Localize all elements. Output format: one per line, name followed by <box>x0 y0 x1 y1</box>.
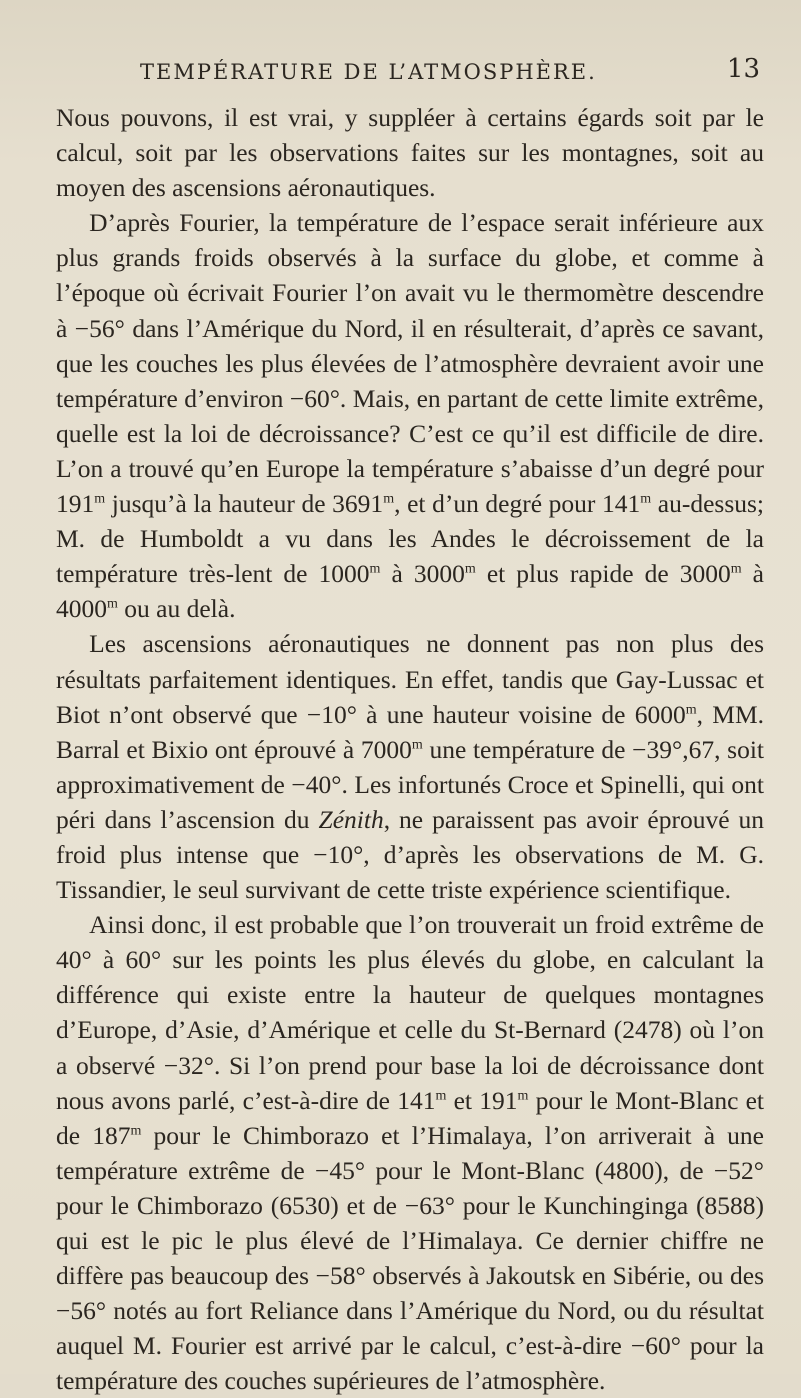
unit-superscript: m <box>730 561 742 577</box>
text-run: et 191 <box>446 1085 518 1115</box>
text-run: Les ascensions aéronautiques ne donnent pas non plus des résultats parfaitement identiques. En effet, tandis que Gay-Lussac et Biot n’ont observé que −10° à une hauteur voisine de 6000 <box>56 629 764 729</box>
unit-superscript: m <box>130 1123 142 1139</box>
unit-superscript: m <box>464 561 476 577</box>
text-run: , ne paraissent pas avoir éprouvé un froid plus intense que −10°, d’après les observations de M. G. Tissandier, le seul survivant de cette triste expérience scientifique. <box>56 804 765 905</box>
body-text <box>56 100 764 1398</box>
unit-superscript: m <box>94 491 106 507</box>
unit-superscript: m <box>107 596 118 612</box>
text-run: D’après Fourier, la température de l’espace serait inférieure aux plus grands froids observés à la surface du globe, et comme à l’époque où écrivait Fourier l’on avait vu le thermomètre descendre à −56° dans l’Amérique du Nord, il en résulterait, d’après ce savant, que les couches les plus élevées de l’atmosphère devraient avoir une température d’environ −60°. Mais, en partant de cette limite extrême, quelle est la loi de décroissance? C’est ce qu’il est difficile de dire. L’on a trouvé qu’en Europe la température s’abaisse d’un degré pour 191 <box>56 208 764 519</box>
paragraph <box>56 100 764 205</box>
paragraph <box>56 626 764 907</box>
text-run: , et d’un degré pour 141 <box>394 489 641 519</box>
unit-superscript: m <box>369 561 381 577</box>
running-title: TEMPÉRATURE DE L’ATMOSPHÈRE. <box>140 60 597 84</box>
text-run: au-dessus; M. de Humboldt a vu dans les Andes le décroissement de la température très-lent de 1000 <box>56 489 765 589</box>
text-run: et plus rapide de 3000 <box>475 559 731 589</box>
text-run: à 3000 <box>380 559 465 589</box>
text-run: , MM. Barral et Bixio ont éprouvé à 7000 <box>56 699 764 764</box>
unit-superscript: m <box>383 491 395 507</box>
text-run: pour le Chimborazo et l’Himalaya, l’on arriverait à une température extrême de −45° pour le Mont-Blanc (4800), de −52° pour le Chimborazo (6530) et de −63° pour le Kunchinginga (8588) qui est le pic le plus élevé de l’Himalaya. Ce dernier chiffre ne diffère pas beaucoup des −58° observés à Jakoutsk en Sibérie, ou des −56° notés au fort Reliance dans l’Amérique du Nord, ou du résultat auquel M. Fourier est arrivé par le calcul, c’est-à-dire −60° pour la température des couches supérieures de l’atmosphère. <box>56 1120 764 1396</box>
text-run: ou au delà. <box>117 594 236 624</box>
page-header <box>120 54 760 90</box>
paragraph <box>56 205 764 626</box>
text-run: à 4000 <box>56 559 764 624</box>
unit-superscript: m <box>685 702 697 718</box>
text-run: Nous pouvons, il est vrai, y suppléer à certains égards soit par le calcul, soit par les observations faites sur les montagnes, soit au moyen des ascensions aéronautiques. <box>56 103 764 203</box>
unit-superscript: m <box>517 1088 529 1104</box>
paragraph <box>56 907 764 1398</box>
text-run: Ainsi donc, il est probable que l’on trouverait un froid extrême de 40° à 60° sur les points les plus élevés du globe, en calculant la différence qui existe entre la hauteur de quelques montagnes d’Europe, d’Asie, d’Amérique et celle du St-Bernard (2478) où l’on a observé −32°. Si l’on prend pour base la loi de décroissance dont nous avons parlé, c’est-à-dire de 141 <box>56 910 764 1115</box>
text-run: jusqu’à la hauteur de 3691 <box>105 489 384 519</box>
italic-text: Zénith <box>318 804 384 834</box>
text-run: une température de −39°,67, soit approximativement de −40°. Les infortunés Croce et Spinelli, qui ont péri dans l’ascension du <box>56 734 764 834</box>
unit-superscript: m <box>640 491 652 507</box>
text-run: pour le Mont-Blanc et de 187 <box>56 1085 765 1150</box>
unit-superscript: m <box>435 1088 447 1104</box>
unit-superscript: m <box>411 737 423 753</box>
page-number: 13 <box>726 54 760 84</box>
